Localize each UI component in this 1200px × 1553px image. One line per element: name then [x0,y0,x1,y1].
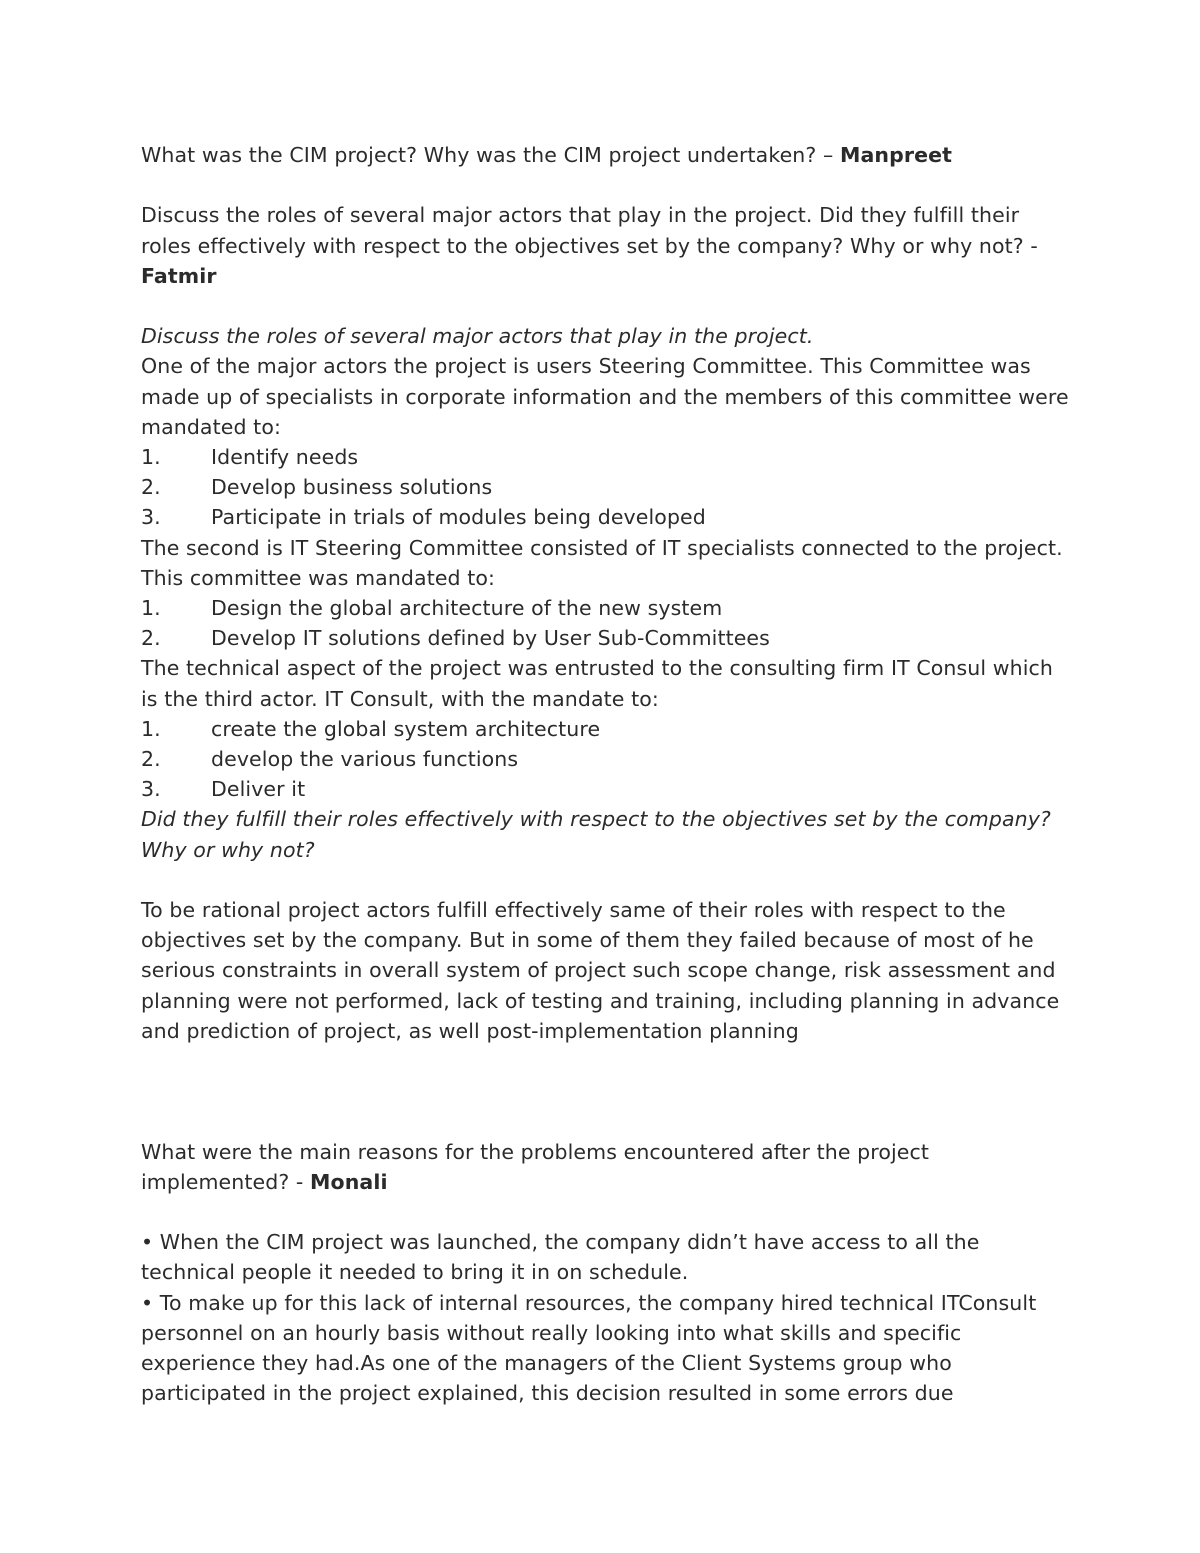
bullet-paragraph-1: • When the CIM project was launched, the company didn’t have access to all the technical people it needed to bring it in on schedule. [141,1230,980,1285]
list-item [141,744,1071,774]
spacer [141,1046,1071,1137]
question-2-author: Fatmir [141,263,217,288]
list-text: Design the global architecture of the new system [211,596,723,621]
bullet-paragraph-2: • To make up for this lack of internal resources, the company hired technical ITConsult personnel on an hourly basis without really looking into what skills and specific experience they had.As one of the managers of the Client Systems group who participated in the project explained, this decision resulted in some errors due [141,1290,1037,1406]
list-number: 3. [141,777,161,802]
list-text: Deliver it [211,777,306,802]
question-1 [141,140,1071,170]
list-text: Identify needs [211,445,359,469]
list-item [141,472,1071,502]
list-number: 2. [141,626,161,651]
list-item [141,502,1071,532]
conclusion-paragraph: To be rational project actors fulfill effectively same of their roles with respect to the objectives set by the company. But in some of them they failed because of most of he serious constraints in overall system of project such scope change, risk assessment and planning were not performed, lack of testing and training, including planning in advance and prediction of project, as well post-implementation planning [141,898,1060,1043]
question-1-author: Manpreet [839,143,952,167]
list-number: 1. [141,445,161,469]
question-3-text: What were the main reasons for the problems encountered after the project implemented? - [141,1139,930,1194]
list-text: Develop business solutions [211,475,493,500]
list-number: 1. [141,596,161,621]
spacer [141,170,1071,200]
spacer [141,1197,1071,1227]
list-text: create the global system architecture [211,716,601,741]
list-item [141,774,1071,804]
list-text: develop the various functions [211,747,519,772]
it-consult-paragraph: The technical aspect of the project was entrusted to the consulting firm IT Consul which is the third actor. IT Consult, with the mandate to: [141,656,1054,711]
spacer [141,291,1071,321]
question-2 [141,200,1071,291]
document-page [141,140,1071,1408]
sub-question-1: Discuss the roles of several major actors that play in the project. [141,324,814,349]
list-number: 3. [141,505,161,530]
it-committee-paragraph: The second is IT Steering Committee consisted of IT specialists connected to the project. This committee was mandated to: [141,535,1063,590]
list-text: Develop IT solutions defined by User Sub-Committees [211,626,770,651]
question-3 [141,1137,1071,1197]
list-text: Participate in trials of modules being developed [211,505,706,530]
list-number: 2. [141,747,161,772]
actors-intro-paragraph: One of the major actors the project is users Steering Committee. This Committee was made up of specialists in corporate information and the members of this committee were mandated to: [141,354,1069,439]
question-2-text: Discuss the roles of several major actors that play in the project. Did they fulfill their roles effectively with respect to the objectives set by the company? Why or why not? - [141,203,1038,258]
spacer [141,865,1071,895]
list-number: 1. [141,716,161,741]
list-item [141,442,1071,472]
list-item [141,714,1071,744]
question-3-author: Monali [310,1169,388,1194]
users-committee-list [141,442,1071,533]
list-item [141,593,1071,623]
list-item [141,623,1071,653]
it-committee-list [141,593,1071,653]
question-1-text: What was the CIM project? Why was the CIM project undertaken? – [141,143,840,167]
list-number: 2. [141,475,161,500]
sub-question-2: Did they fulfill their roles effectively with respect to the objectives set by the company? Why or why not? [141,807,1051,862]
it-consult-list [141,714,1071,805]
